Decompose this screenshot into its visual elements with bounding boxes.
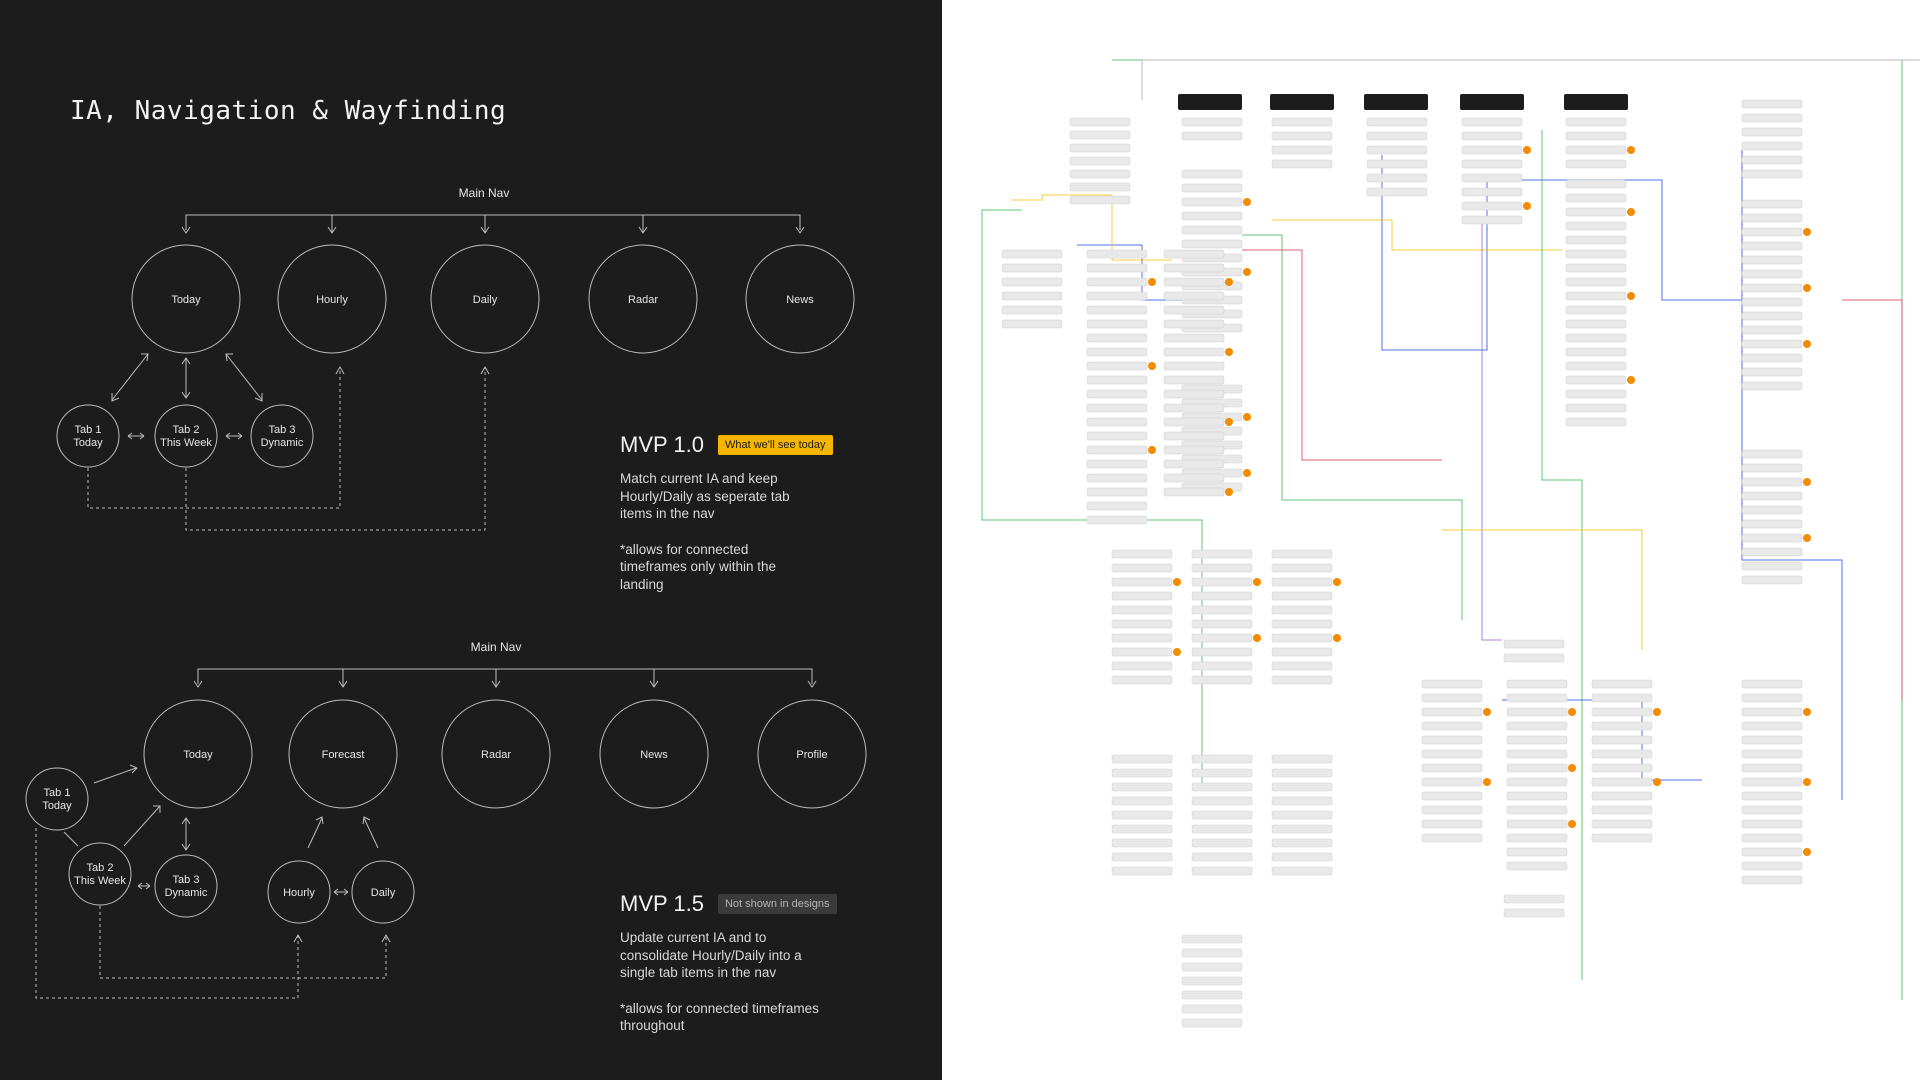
- mvp1-badge: What we'll see today: [718, 435, 833, 455]
- subtab-2-line1: Tab 2: [172, 424, 200, 436]
- tab-label-hourly: Hourly: [316, 294, 348, 306]
- sitemap-graph: [942, 0, 1920, 1080]
- tab-label-today: Today: [171, 294, 201, 306]
- main-nav-label-mvp1: Main Nav: [458, 186, 510, 200]
- sub15-1-line2: Today: [42, 800, 72, 812]
- mvp15-description: [620, 891, 837, 1035]
- mvp1-title: MVP 1.0: [620, 432, 704, 457]
- sub15-1-line1: Tab 1: [43, 787, 71, 799]
- tab-label-radar: Radar: [628, 294, 658, 306]
- main-nav-label-mvp15: Main Nav: [470, 640, 522, 654]
- subtab-3-line1: Tab 3: [268, 424, 296, 436]
- mvp1-note: *allows for connected timeframes only within the landing: [620, 541, 777, 592]
- subtab-2-line2: This Week: [160, 437, 212, 449]
- tab15-label-forecast: Forecast: [321, 749, 365, 761]
- subtab-3-line2: Dynamic: [260, 437, 304, 449]
- sub15-3-line1: Tab 3: [172, 874, 200, 886]
- tab15-label-today: Today: [183, 749, 213, 761]
- sub15-2-line2: This Week: [74, 875, 126, 887]
- tab15-label-radar: Radar: [481, 749, 511, 761]
- forecast-child-hourly: Hourly: [283, 887, 315, 899]
- tab15-label-profile: Profile: [796, 749, 828, 761]
- mvp15-badge: Not shown in designs: [718, 894, 837, 914]
- page-title: IA, Navigation & Wayfinding: [70, 96, 507, 126]
- sub15-2-line1: Tab 2: [86, 862, 114, 874]
- tab-label-daily: Daily: [472, 294, 498, 306]
- subtab-1-line2: Today: [73, 437, 103, 449]
- mvp1-desc-text: Match current IA and keep Hourly/Daily as seperate tab items in the nav: [620, 471, 790, 521]
- sub15-3-line2: Dynamic: [164, 887, 208, 899]
- tab-label-news: News: [786, 294, 814, 306]
- mvp15-desc-text: Update current IA and to consolidate Hourly/Daily into a single tab items in the nav: [620, 930, 802, 980]
- mvp15-note: *allows for connected timeframes throughout: [620, 1000, 819, 1033]
- sitemap-panel: [942, 0, 1920, 1080]
- mvp15-title: MVP 1.5: [620, 891, 704, 916]
- tab15-label-news: News: [640, 749, 668, 761]
- subtab-1-line1: Tab 1: [74, 424, 102, 436]
- forecast-child-daily: Daily: [370, 887, 396, 899]
- ia-panel: [0, 0, 942, 1080]
